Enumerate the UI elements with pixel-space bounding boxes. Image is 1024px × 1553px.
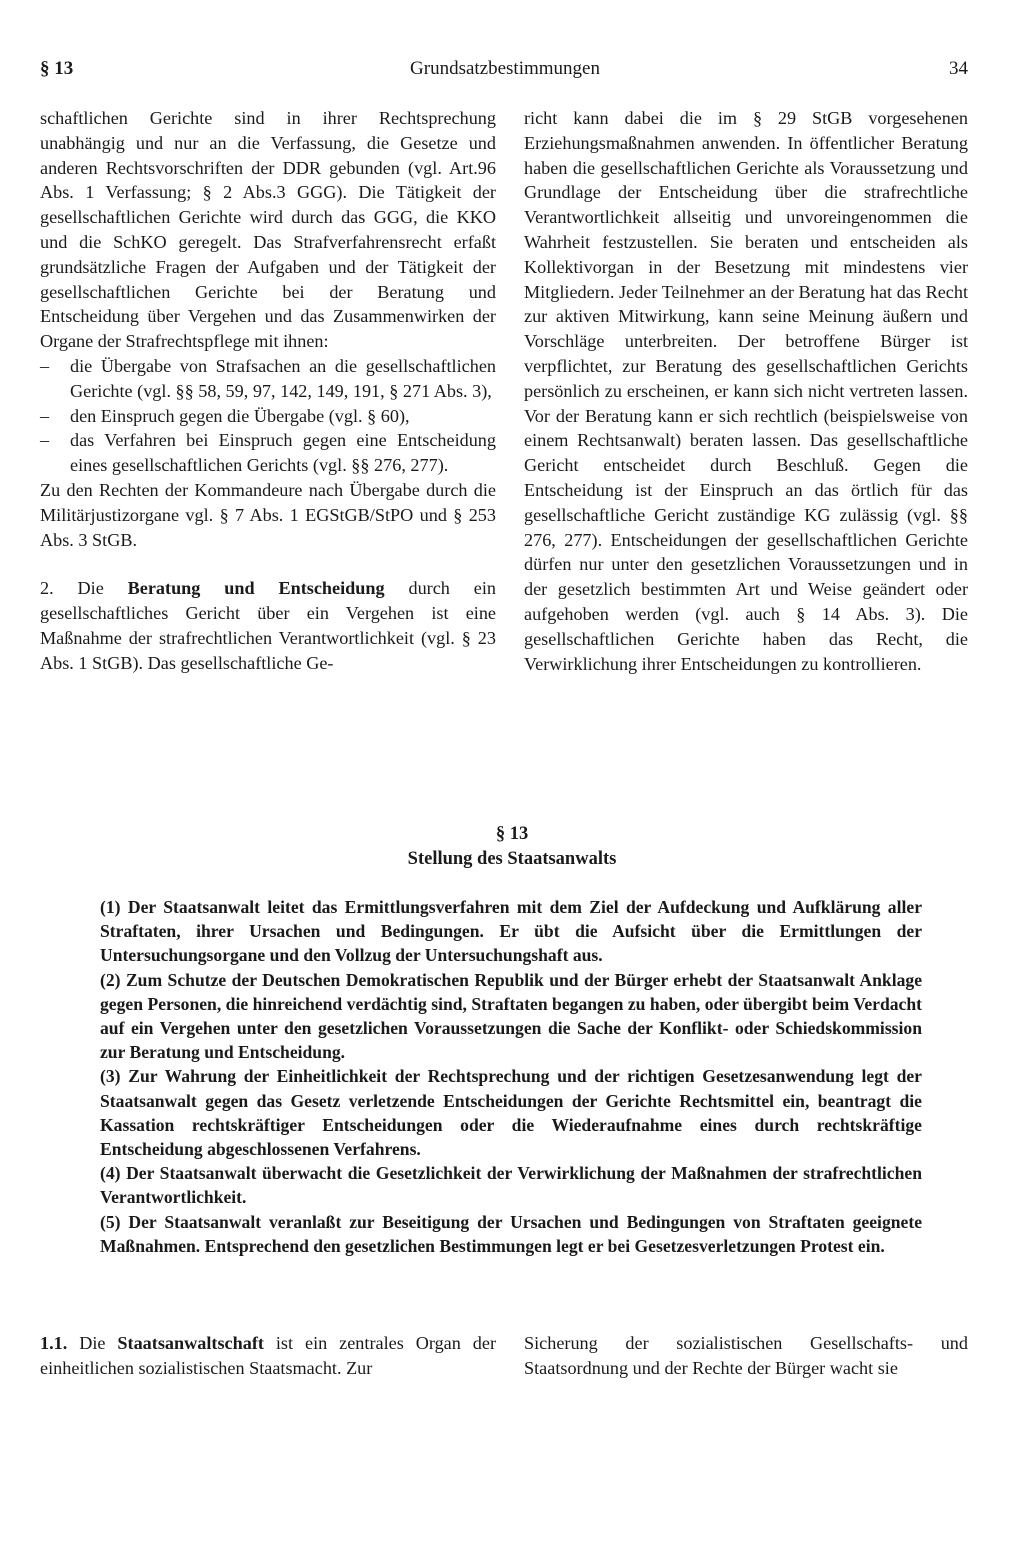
paragraph-text: 2. Die — [40, 578, 128, 599]
law-paragraph: (4) Der Staatsanwalt überwacht die Gesetzlichkeit der Verwirklichung der Maßnahmen der strafrechtlichen Verantwortlichkeit. — [100, 1163, 922, 1208]
law-paragraph: (5) Der Staatsanwalt veranlaßt zur Beseitigung der Ursachen und Bedingungen von Straftaten geeignete Maßnahmen. Entsprechend den gesetzlichen Bestimmungen legt er bei Gesetzesverletzungen Protest ein. — [100, 1211, 922, 1256]
header-title: Grundsatzbestimmungen — [410, 58, 600, 79]
list-item: – die Übergabe von Strafsachen an die gesellschaftlichen Gerichte (vgl. §§ 58, 59, 97, 142, 149, 191, § 271 Abs. 3), — [40, 354, 496, 404]
law-text — [100, 895, 922, 1258]
law-paragraph: (3) Zur Wahrung der Einheitlichkeit der Rechtsprechung und der richtigen Gesetzesanwendung legt der Staatsanwalt gegen das Gesetz verletzende Entscheidungen der Gerichte Rechtsmittel ein, beantragt die Kassation rechtskräftiger Entscheidungen oder die Wiederaufnahme eines durch rechtskräftige Entscheidung abgeschlossenen Verfahrens. — [100, 1066, 922, 1160]
paragraph-number: 1.1. — [40, 1333, 68, 1353]
paragraph-text: ist ein zentrales Organ der einheitlichen sozialistischen Staatsmacht. Zur — [40, 1333, 496, 1378]
right-column — [524, 106, 968, 676]
bottom-left-column — [40, 1331, 496, 1381]
page-number: 34 — [949, 58, 968, 79]
list-item: – den Einspruch gegen die Übergabe (vgl. § 60), — [40, 404, 496, 429]
bold-term: Staatsanwaltschaft — [117, 1333, 264, 1353]
paragraph: Zu den Rechten der Kommandeure nach Übergabe durch die Militärjustizorgane vgl. § 7 Abs. 1 EGStGB/StPO und § 253 Abs. 3 StGB. — [40, 479, 496, 550]
paragraph: Sicherung der sozialistischen Gesellschafts- und Staatsordnung und der Rechte der Bürger wacht sie — [524, 1333, 968, 1378]
paragraph-text: durch ein gesellschaftliches Gericht über ein Vergehen ist eine Maßnahme der strafrechtlichen Verantwortlichkeit (vgl. § 23 Abs. 1 StGB). Das gesellschaftliche Ge- — [40, 578, 496, 673]
paragraph — [40, 576, 496, 675]
section-title: Stellung des Staatsanwalts — [407, 849, 617, 869]
section-number: § 13 — [495, 824, 529, 844]
list-item: – das Verfahren bei Einspruch gegen eine Entscheidung eines gesellschaftlichen Gerichts (vgl. §§ 276, 277). — [40, 428, 496, 478]
left-column — [40, 106, 496, 676]
paragraph — [40, 1331, 496, 1381]
bottom-right-column — [524, 1331, 968, 1381]
page-header — [0, 58, 1024, 86]
header-section: § 13 — [40, 58, 74, 79]
paragraph-text: Die — [67, 1333, 118, 1353]
paragraph: richt kann dabei die im § 29 StGB vorgesehenen Erziehungsmaßnahmen anwenden. In öffentlicher Beratung haben die gesellschaftlichen Gerichte als Voraussetzung und Grundlage der Entscheidung über die strafrechtliche Verantwortlichkeit allseitig und unvoreingenommen die Wahrheit festzustellen. Sie beraten und entscheiden als Kollektivorgan in der Besetzung mit mindestens vier Mitgliedern. Jeder Teilnehmer an der Beratung hat das Recht zur aktiven Mitwirkung, kann seine Meinung äußern und Vorschläge unterbreiten. Der betroffene Bürger ist verpflichtet, zur Beratung des gesellschaftlichen Gerichts persönlich zu erscheinen, er kann sich nicht vertreten lassen. Vor der Beratung kann er sich rechtlich (beispielsweise von einem Rechtsanwalt) beraten lassen. Das gesellschaftliche Gericht entscheidet durch Beschluß. Gegen die Entscheidung ist der Einspruch an das örtlich für das gesellschaftliche Gericht zuständige KG zulässig (vgl. §§ 276, 277). Entscheidungen der gesellschaftlichen Gerichte dürfen nur unter den gesetzlichen Voraussetzungen und in der gesetzlich bestimmten Art und Weise geändert oder aufgehoben werden (vgl. auch § 14 Abs. 3). Die gesellschaftlichen Gerichte haben das Recht, die Verwirklichung ihrer Entscheidungen zu kontrollieren. — [524, 108, 968, 674]
dash-list — [40, 354, 496, 478]
bold-term: Beratung und Entscheidung — [127, 578, 385, 599]
paragraph: schaftlichen Gerichte sind in ihrer Rechtsprechung unabhängig und nur an die Verfassung, die Gesetze und anderen Rechtsvorschriften der DDR gebunden (vgl. Art.96 Abs. 1 Verfassung; § 2 Abs.3 GGG). Die Tätigkeit der gesellschaftlichen Gerichte wird durch das GGG, die KKO und die SchKO geregelt. Das Strafverfahrensrecht erfaßt grundsätzliche Fragen der Aufgaben und der Tätigkeit der gesellschaftlichen Gerichte bei der Beratung und Entscheidung über Vergehen und das Zusammenwirken der Organe der Strafrechtspflege mit ihnen: — [40, 108, 496, 352]
law-paragraph: (1) Der Staatsanwalt leitet das Ermittlungsverfahren mit dem Ziel der Aufdeckung und Aufklärung aller Straftaten, ihrer Ursachen und Bedingungen. Er übt die Aufsicht über die Ermittlungen der Untersuchungsorgane und den Vollzug der Untersuchungshaft aus. — [100, 897, 922, 966]
law-paragraph: (2) Zum Schutze der Deutschen Demokratischen Republik und der Bürger erhebt der Staatsanwalt Anklage gegen Personen, die hinreichend verdächtig sind, Straftaten begangen zu haben, oder übergibt beim Verdacht auf ein Vergehen unter den gesetzlichen Voraussetzungen die Sache der Konflikt- oder Schiedskommission zur Beratung und Entscheidung. — [100, 969, 922, 1063]
section-heading — [0, 822, 1024, 872]
